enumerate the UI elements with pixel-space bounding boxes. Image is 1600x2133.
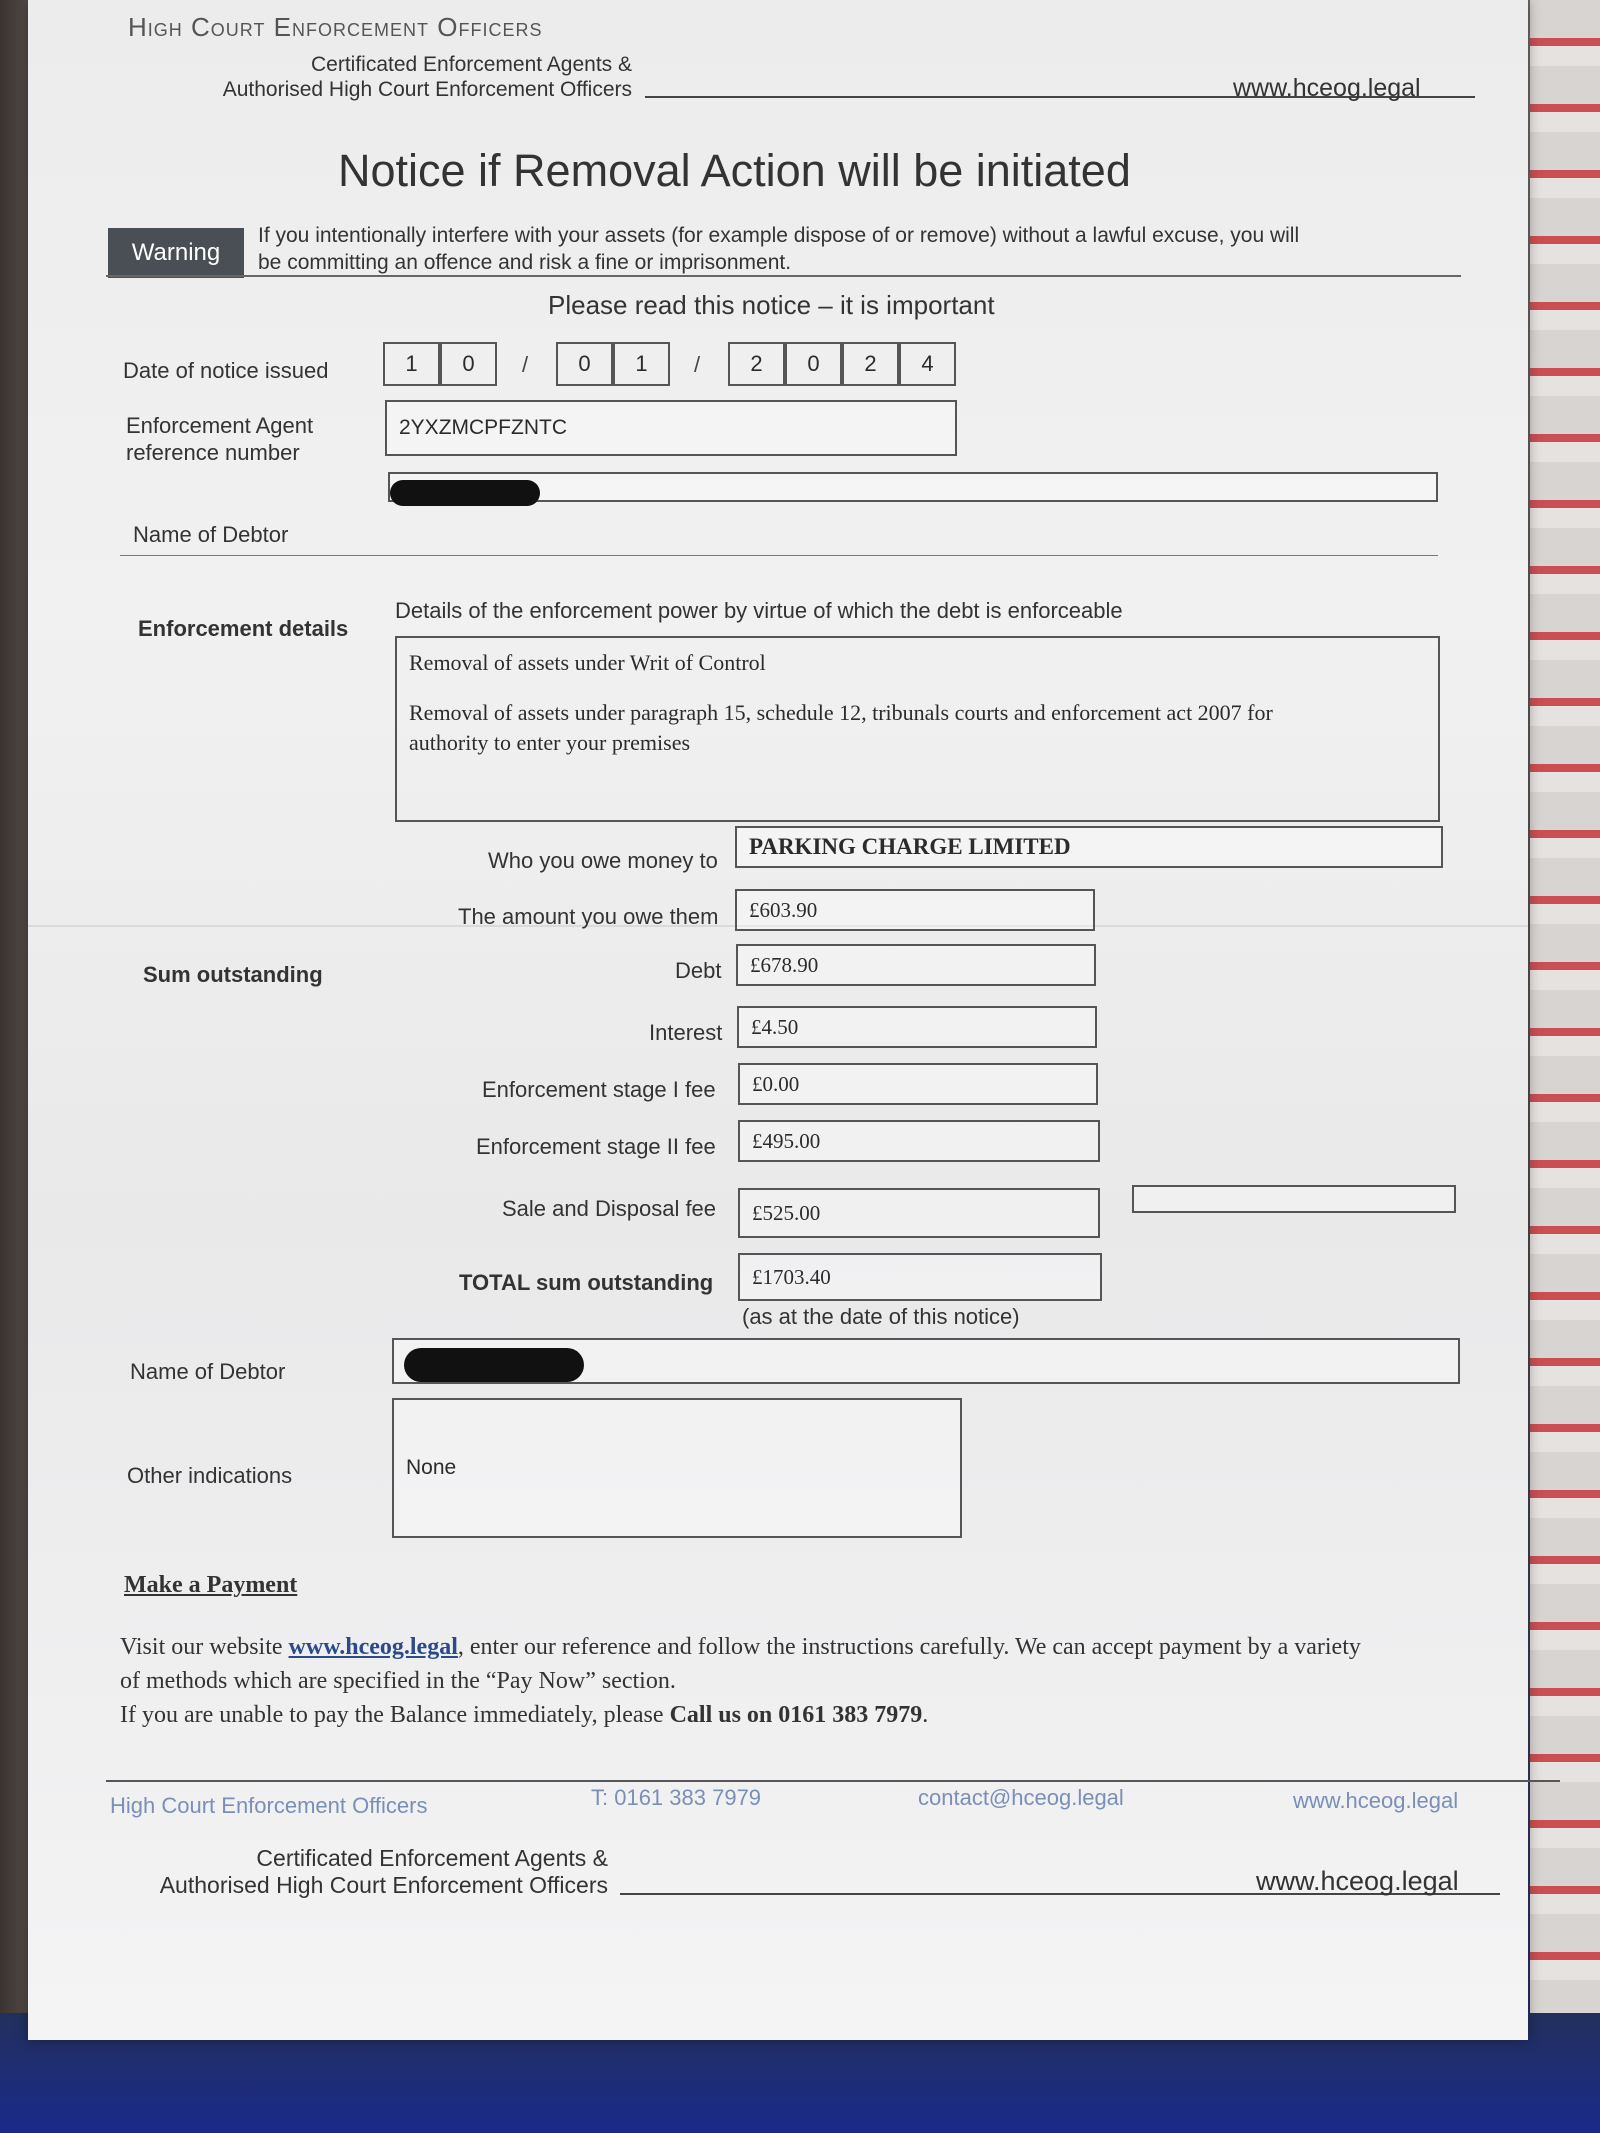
- warning-badge: Warning: [108, 228, 244, 278]
- date-year-digit-1: 2: [728, 342, 785, 386]
- date-separator: /: [694, 352, 701, 377]
- redaction-mark: [390, 480, 540, 506]
- payment-text-post: , enter our reference and follow the instructions carefully. We can accept payment by a variety: [457, 1634, 1361, 1660]
- date-year-digit-4: 4: [899, 342, 956, 386]
- footer-rule: [106, 1780, 1560, 1782]
- payment-website-link[interactable]: www.hceog.legal: [288, 1634, 458, 1660]
- debt-label: Debt: [675, 958, 722, 983]
- other-indications-label: Other indications: [127, 1463, 293, 1488]
- date-year-digit-2: 0: [785, 342, 842, 386]
- payment-paragraph: [120, 1630, 1540, 1732]
- sum-outstanding-label: Sum outstanding: [143, 962, 323, 987]
- debt-field: £678.90: [736, 944, 1096, 986]
- debtor-rule: [120, 555, 1438, 556]
- debtor-name-label-2: Name of Debtor: [130, 1359, 286, 1384]
- warning-text: [258, 222, 1458, 276]
- make-payment-heading: Make a Payment: [124, 1572, 298, 1598]
- background-right-notebook: [1530, 0, 1600, 2133]
- date-month-digit-1: 0: [556, 342, 613, 386]
- agent-reference-label-line2: reference number: [126, 440, 300, 465]
- total-field: £1703.40: [738, 1253, 1102, 1301]
- warning-text-line2: be committing an offence and risk a fine or imprisonment.: [258, 251, 792, 274]
- warning-text-line1: If you intentionally interfere with your assets (for example dispose of or remove) without a lawful excuse, you will: [258, 224, 1300, 247]
- page-title: Notice if Removal Action will be initiated: [338, 145, 1131, 196]
- header-website: www.hceog.legal: [1233, 74, 1421, 102]
- total-label: TOTAL sum outstanding: [459, 1270, 714, 1295]
- enforcement-details-box: [395, 636, 1440, 822]
- date-separator: /: [522, 352, 529, 377]
- notice-date-label: Date of notice issued: [123, 358, 329, 383]
- amount-label: The amount you owe them: [458, 904, 719, 929]
- date-day-digit-1: 1: [383, 342, 440, 386]
- interest-field: £4.50: [737, 1006, 1097, 1048]
- date-day-digit-2: 0: [440, 342, 497, 386]
- creditor-field: PARKING CHARGE LIMITED: [735, 826, 1443, 868]
- org-name: High Court Enforcement Officers: [128, 12, 543, 42]
- important-notice: Please read this notice – it is important: [548, 290, 995, 320]
- enforcement-intro: Details of the enforcement power by virtue of which the debt is enforceable: [395, 598, 1123, 623]
- amount-field: £603.90: [735, 889, 1095, 931]
- stage2-fee-field: £495.00: [738, 1120, 1100, 1162]
- enforcement-line3: authority to enter your premises: [409, 730, 691, 755]
- debtor-name-field: [388, 472, 1438, 502]
- payment-call-pre: If you are unable to pay the Balance immediately, please: [120, 1702, 670, 1728]
- footer-website: www.hceog.legal: [1293, 1788, 1459, 1813]
- extra-fee-field: [1132, 1185, 1456, 1213]
- agent-reference-label-line1: Enforcement Agent: [126, 413, 314, 438]
- footer-tagline: [108, 1845, 608, 1899]
- creditor-label: Who you owe money to: [488, 848, 718, 873]
- sale-fee-field: £525.00: [738, 1188, 1100, 1238]
- payment-call-number: Call us on 0161 383 7979: [669, 1702, 923, 1728]
- notice-page: [28, 0, 1528, 2040]
- sale-fee-label: Sale and Disposal fee: [502, 1196, 717, 1221]
- stage2-fee-label: Enforcement stage II fee: [476, 1134, 716, 1159]
- debtor-name-label: Name of Debtor: [133, 522, 289, 547]
- payment-text-line2: of methods which are specified in the “Pay Now” section.: [120, 1668, 676, 1694]
- footer-email: contact@hceog.legal: [918, 1785, 1124, 1810]
- enforcement-line2: Removal of assets under paragraph 15, schedule 12, tribunals courts and enforcement act 2007 for: [409, 700, 1273, 725]
- footer-org: High Court Enforcement Officers: [110, 1793, 428, 1818]
- payment-call-post: .: [922, 1702, 929, 1728]
- footer-header-website: www.hceog.legal: [1256, 1866, 1459, 1896]
- warning-rule: [106, 275, 1461, 277]
- date-month-digit-2: 1: [613, 342, 670, 386]
- tagline-line1: Certificated Enforcement Agents &: [311, 53, 632, 76]
- redaction-mark: [404, 1348, 584, 1382]
- tagline: [128, 52, 632, 102]
- agent-reference-field: 2YXZMCPFZNTC: [385, 400, 957, 456]
- total-note: (as at the date of this notice): [742, 1304, 1020, 1329]
- payment-text-pre: Visit our website: [120, 1634, 289, 1660]
- stage1-fee-label: Enforcement stage I fee: [482, 1077, 716, 1102]
- footer-phone: T: 0161 383 7979: [591, 1785, 762, 1810]
- date-year-digit-3: 2: [842, 342, 899, 386]
- footer-tagline-line1: Certificated Enforcement Agents &: [256, 1845, 608, 1871]
- stage1-fee-field: £0.00: [738, 1063, 1098, 1105]
- interest-label: Interest: [649, 1020, 723, 1045]
- other-indications-field: None: [392, 1398, 962, 1538]
- enforcement-label: Enforcement details: [138, 616, 349, 641]
- footer-tagline-line2: Authorised High Court Enforcement Officers: [159, 1872, 608, 1898]
- enforcement-line1: Removal of assets under Writ of Control: [409, 650, 766, 675]
- tagline-line2: Authorised High Court Enforcement Officers: [222, 78, 632, 101]
- agent-reference-label: [126, 412, 313, 466]
